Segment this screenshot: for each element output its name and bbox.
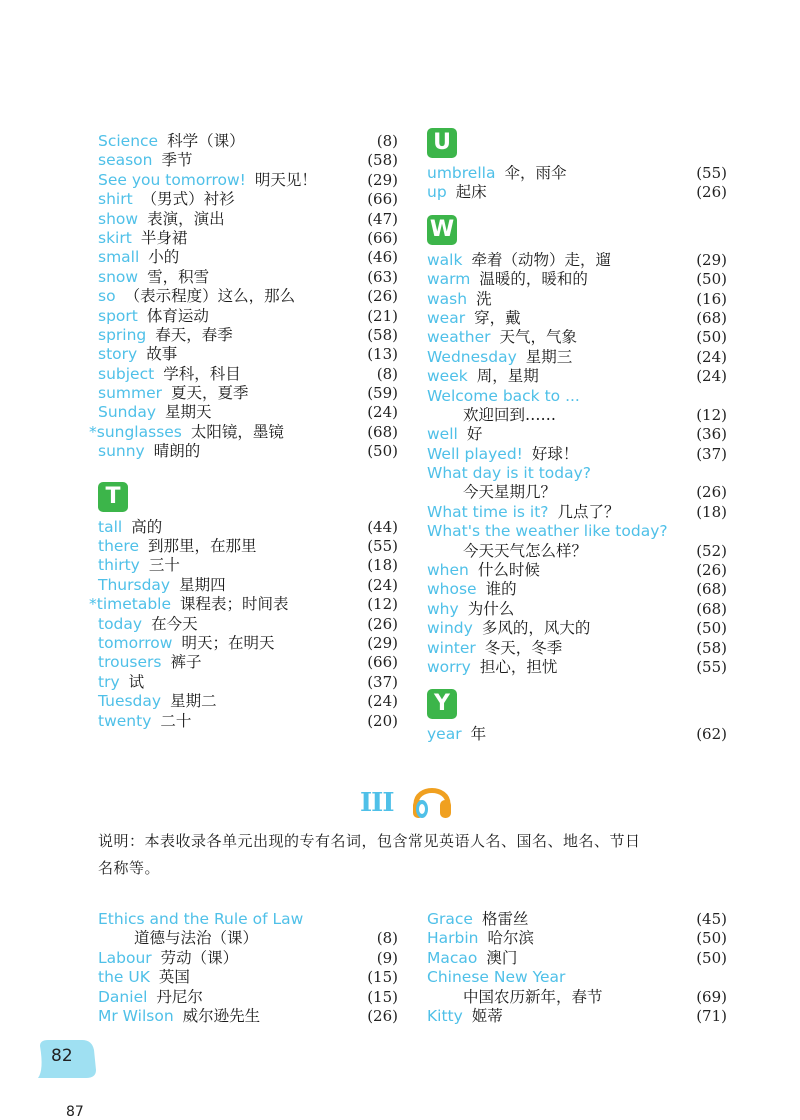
entry-row — [98, 384, 398, 403]
left-column — [89, 132, 398, 731]
entry-word: week — [427, 367, 468, 386]
proper-nouns-left — [98, 910, 398, 1026]
entry-word: Harbin — [427, 929, 479, 948]
entry-page-ref: (50) — [367, 442, 398, 461]
entry-row — [427, 183, 727, 202]
entry-row — [427, 968, 727, 987]
entry-meaning: 体育运动 — [146, 306, 209, 325]
entry-word: worry — [427, 657, 471, 676]
entry-page-ref: (26) — [696, 483, 727, 502]
entry-page-ref: (15) — [367, 968, 398, 987]
entry-meaning: 为什么 — [467, 599, 515, 618]
entry-word: why — [427, 599, 459, 618]
entry-word: well — [427, 425, 458, 444]
entry-word: spring — [98, 325, 147, 344]
entry-page-ref: (12) — [696, 405, 727, 424]
entry-word: Ethics and the Rule of Law — [98, 910, 304, 928]
entry-word: story — [98, 345, 138, 364]
entry-row — [98, 190, 398, 209]
entry-meaning: 表演，演出 — [147, 209, 225, 228]
entry-page-ref: (68) — [367, 422, 398, 441]
headphones-icon — [410, 776, 454, 828]
entry-word: winter — [427, 638, 476, 657]
entry-row — [98, 988, 398, 1007]
entry-word: *timetable — [89, 595, 172, 614]
entry-page-ref: (58) — [367, 151, 398, 170]
entry-word: the UK — [98, 968, 150, 987]
entry-meaning: 季节 — [161, 151, 193, 170]
entry-meaning: （表示程度）这么，那么 — [124, 287, 296, 306]
entry-row — [427, 1007, 727, 1026]
entry-meaning: 太阳镜，墨镜 — [190, 422, 284, 441]
entry-row — [98, 307, 398, 326]
entry-meaning: 欢迎回到…… — [463, 405, 557, 424]
entry-word: Mr Wilson — [98, 1006, 174, 1025]
entry-page-ref: (24) — [367, 403, 398, 422]
entry-page-ref: (50) — [696, 948, 727, 967]
entry-page-ref: (26) — [696, 561, 727, 580]
entry-row — [427, 503, 727, 522]
entry-row — [427, 251, 727, 270]
entry-row — [427, 164, 727, 183]
entry-page-ref: (8) — [376, 364, 398, 383]
entry-meaning: 起床 — [455, 183, 487, 202]
entry-row — [98, 615, 398, 634]
entry-meaning: 劳动（课） — [160, 948, 239, 967]
entry-page-ref: (26) — [367, 614, 398, 633]
entry-page-ref: (9) — [376, 948, 398, 967]
entry-meaning: 多风的，风大的 — [481, 619, 591, 638]
entry-page-ref: (36) — [696, 425, 727, 444]
right-column — [427, 128, 727, 745]
entry-word: Welcome back to ... — [427, 386, 580, 405]
entry-page-ref: (58) — [367, 325, 398, 344]
w-entries — [427, 251, 727, 678]
entry-row — [98, 229, 398, 248]
entry-row — [427, 425, 727, 444]
entry-word: What time is it? — [427, 502, 549, 521]
entry-meaning: 星期四 — [179, 575, 226, 594]
entry-row — [98, 151, 398, 170]
entry-row — [98, 132, 398, 151]
entry-row — [98, 326, 398, 345]
entry-page-ref: (18) — [696, 502, 727, 521]
entry-row — [98, 929, 398, 948]
entry-word: twenty — [98, 711, 152, 730]
entry-meaning: 学科，科目 — [163, 364, 241, 383]
entry-page-ref: (24) — [367, 692, 398, 711]
entry-page-ref: (24) — [696, 347, 727, 366]
entry-meaning: 夏天，夏季 — [171, 384, 249, 403]
entry-word: weather — [427, 328, 491, 347]
entry-word: Thursday — [98, 575, 171, 594]
entry-word: What's the weather like today? — [427, 522, 668, 541]
entry-row — [98, 537, 398, 556]
t-entries — [89, 517, 398, 731]
entry-word: What day is it today? — [427, 464, 592, 483]
entry-meaning: 到那里，在那里 — [148, 537, 257, 556]
entry-row — [427, 619, 727, 638]
entry-row — [89, 595, 398, 614]
entry-meaning: 半身裙 — [140, 228, 188, 247]
letter-badge-u: U — [427, 128, 457, 158]
entry-word: show — [98, 209, 139, 228]
entry-meaning: 今天天气怎么样？ — [463, 541, 588, 560]
entry-page-ref: (47) — [367, 209, 398, 228]
entry-meaning: 哈尔滨 — [487, 929, 535, 948]
entry-meaning: 雪，积雪 — [147, 267, 210, 286]
entry-row — [98, 634, 398, 653]
entry-word: small — [98, 248, 140, 267]
entry-word: there — [98, 537, 140, 556]
entry-page-ref: (29) — [696, 250, 727, 269]
entry-meaning: 周，星期 — [476, 367, 539, 386]
entry-meaning: 小的 — [148, 248, 180, 267]
entry-word: Daniel — [98, 987, 148, 1006]
entry-row — [427, 929, 727, 948]
entry-row — [427, 387, 727, 406]
entry-row — [427, 949, 727, 968]
entry-meaning: 谁的 — [485, 580, 517, 599]
entry-word: Kitty — [427, 1006, 463, 1025]
entry-row — [427, 290, 727, 309]
entry-meaning: 几点了？ — [557, 502, 620, 521]
entry-page-ref: (55) — [367, 537, 398, 556]
entry-row — [427, 639, 727, 658]
entry-word: See you tomorrow! — [98, 170, 246, 189]
entry-meaning: 年 — [470, 725, 487, 744]
u-entries — [427, 164, 727, 203]
proper-nouns-right — [427, 910, 727, 1026]
entry-row — [427, 988, 727, 1007]
entry-word: Wednesday — [427, 347, 517, 366]
entry-page-ref: (21) — [367, 306, 398, 325]
entry-word: Labour — [98, 948, 152, 967]
entry-word: umbrella — [427, 164, 496, 182]
entry-meaning: 中国农历新年，春节 — [463, 987, 603, 1006]
entry-word: snow — [98, 267, 139, 286]
entry-word: subject — [98, 364, 155, 383]
entry-page-ref: (46) — [367, 248, 398, 267]
entry-word: wear — [427, 308, 466, 327]
entry-page-ref: (12) — [367, 595, 398, 614]
entry-word: wash — [427, 289, 468, 308]
entry-row — [427, 406, 727, 425]
entry-word: trousers — [98, 653, 162, 672]
entry-row — [427, 367, 727, 386]
entry-row — [98, 268, 398, 287]
entry-meaning: 今天星期几？ — [463, 483, 557, 502]
entry-word: sport — [98, 306, 138, 325]
entry-page-ref: (68) — [696, 580, 727, 599]
entry-row — [98, 653, 398, 672]
letter-badge-w: W — [427, 215, 457, 245]
entry-meaning: 冬天，冬季 — [484, 638, 563, 657]
entry-page-ref: (37) — [696, 444, 727, 463]
entry-row — [98, 712, 398, 731]
entry-page-ref: (37) — [367, 672, 398, 691]
entry-word: Chinese New Year — [427, 968, 566, 987]
entry-page-ref: (50) — [696, 619, 727, 638]
entry-word: Tuesday — [98, 692, 162, 711]
page-number: 82 — [51, 1046, 73, 1066]
entry-word: walk — [427, 250, 463, 269]
entry-meaning: 明天见！ — [254, 170, 317, 189]
entry-page-ref: (63) — [367, 267, 398, 286]
entry-page-ref: (26) — [696, 183, 727, 202]
s-entries — [89, 132, 398, 462]
entry-row — [98, 692, 398, 711]
entry-word: Science — [98, 132, 159, 150]
entry-meaning: 温暖的，暖和的 — [479, 270, 588, 289]
entry-row — [98, 556, 398, 575]
entry-page-ref: (18) — [367, 556, 398, 575]
entry-meaning: 什么时候 — [477, 561, 540, 580]
entry-page-ref: (66) — [367, 653, 398, 672]
entry-meaning: 澳门 — [486, 948, 518, 967]
entry-meaning: 科学（课） — [167, 132, 245, 150]
entry-row — [427, 580, 727, 599]
entry-page-ref: (71) — [696, 1006, 727, 1025]
note-paragraph — [98, 828, 728, 882]
entry-meaning: 课程表；时间表 — [180, 595, 289, 614]
entry-word: whose — [427, 580, 477, 599]
entry-meaning: 裤子 — [170, 653, 202, 672]
entry-row — [427, 522, 727, 541]
entry-meaning: 担心，担忧 — [479, 657, 558, 676]
entry-row — [427, 658, 727, 677]
entry-word: thirty — [98, 556, 140, 575]
entry-meaning: 晴朗的 — [153, 442, 201, 461]
entry-word: shirt — [98, 190, 133, 209]
entry-meaning: 明天；在明天 — [181, 633, 275, 652]
entry-page-ref: (29) — [367, 170, 398, 189]
entry-row — [98, 171, 398, 190]
entry-row — [427, 910, 727, 929]
note-line-2: 名称等。 — [98, 859, 161, 877]
y-entries — [427, 725, 727, 744]
entry-row — [98, 968, 398, 987]
entry-page-ref: (59) — [367, 384, 398, 403]
entry-page-ref: (20) — [367, 711, 398, 730]
entry-row — [98, 442, 398, 461]
entry-row — [427, 542, 727, 561]
page-number-tab — [36, 1040, 98, 1078]
entry-meaning: 格雷丝 — [481, 910, 529, 928]
entry-row — [427, 725, 727, 744]
entry-page-ref: (15) — [367, 987, 398, 1006]
entry-meaning: 好球！ — [531, 444, 579, 463]
entry-page-ref: (58) — [696, 638, 727, 657]
entry-word: Well played! — [427, 444, 523, 463]
entry-row — [427, 600, 727, 619]
entry-word: try — [98, 672, 120, 691]
entry-row — [98, 1007, 398, 1026]
entry-row — [98, 287, 398, 306]
entry-row — [98, 403, 398, 422]
entry-row — [427, 328, 727, 347]
entry-meaning: 故事 — [146, 345, 178, 364]
entry-word: Grace — [427, 910, 473, 928]
entry-page-ref: (50) — [696, 328, 727, 347]
entry-meaning: 洗 — [476, 289, 492, 308]
entry-row — [98, 365, 398, 384]
entry-word: skirt — [98, 228, 132, 247]
entry-page-ref: (8) — [376, 929, 398, 948]
entry-row — [98, 910, 398, 929]
entry-row — [98, 673, 398, 692]
entry-row — [427, 561, 727, 580]
entry-row — [89, 422, 398, 442]
entry-row — [98, 949, 398, 968]
entry-page-ref: (50) — [696, 270, 727, 289]
entry-meaning: 穿，戴 — [474, 308, 521, 327]
entry-meaning: 春天，春季 — [155, 325, 233, 344]
entry-meaning: 伞，雨伞 — [504, 164, 567, 182]
entry-meaning: 好 — [466, 425, 483, 444]
entry-meaning: 三十 — [148, 556, 180, 575]
section-heading — [360, 776, 470, 828]
entry-meaning: 星期二 — [170, 692, 217, 711]
entry-word: tomorrow — [98, 633, 173, 652]
entry-meaning: 星期天 — [165, 403, 212, 422]
entry-row — [427, 445, 727, 464]
entry-row — [98, 518, 398, 537]
entry-page-ref: (66) — [367, 228, 398, 247]
entry-word: warm — [427, 270, 471, 289]
entry-word: *sunglasses — [89, 422, 182, 441]
entry-word: Macao — [427, 948, 478, 967]
entry-page-ref: (50) — [696, 929, 727, 948]
entry-row — [98, 576, 398, 595]
entry-meaning: 二十 — [160, 711, 192, 730]
entry-meaning: 道德与法治（课） — [134, 929, 259, 948]
entry-row — [427, 464, 727, 483]
entry-page-ref: (52) — [696, 541, 727, 560]
entry-meaning: 试 — [128, 672, 145, 691]
entry-meaning: 高的 — [131, 517, 163, 536]
entry-page-ref: (29) — [367, 633, 398, 652]
entry-meaning: 丹尼尔 — [156, 987, 203, 1006]
entry-page-ref: (24) — [367, 575, 398, 594]
entry-row — [427, 309, 727, 328]
entry-word: Sunday — [98, 403, 156, 422]
entry-page-ref: (45) — [696, 910, 727, 928]
entry-page-ref: (68) — [696, 599, 727, 618]
entry-page-ref: (66) — [367, 190, 398, 209]
entry-page-ref: (26) — [367, 1006, 398, 1025]
entry-word: summer — [98, 384, 163, 403]
entry-meaning: 牵着（动物）走，遛 — [471, 250, 611, 269]
entry-row — [98, 248, 398, 267]
entry-page-ref: (62) — [696, 725, 727, 744]
entry-word: tall — [98, 517, 123, 536]
entry-word: year — [427, 725, 462, 744]
entry-page-ref: (55) — [696, 657, 727, 676]
letter-badge-y: Y — [427, 689, 457, 719]
entry-word: when — [427, 561, 469, 580]
entry-page-ref: (26) — [367, 287, 398, 306]
entry-page-ref: (55) — [696, 164, 727, 182]
entry-page-ref: (8) — [376, 132, 398, 150]
entry-row — [98, 210, 398, 229]
entry-page-ref: (13) — [367, 345, 398, 364]
entry-word: sunny — [98, 442, 145, 461]
entry-meaning: 在今天 — [151, 614, 198, 633]
entry-row — [427, 483, 727, 502]
entry-page-ref: (16) — [696, 289, 727, 308]
entry-meaning: 英国 — [158, 968, 190, 987]
entry-word: windy — [427, 619, 473, 638]
entry-row — [427, 270, 727, 289]
entry-meaning: 威尔逊先生 — [182, 1006, 261, 1025]
entry-meaning: 天气，气象 — [499, 328, 578, 347]
entry-meaning: 星期三 — [525, 347, 573, 366]
entry-page-ref: (69) — [696, 987, 727, 1006]
entry-row — [98, 345, 398, 364]
letter-badge-t: T — [98, 482, 128, 512]
entry-page-ref: (24) — [696, 367, 727, 386]
note-line-1: 说明：本表收录各单元出现的专有名词，包含常见英语人名、国名、地名、节日 — [98, 832, 641, 850]
entry-page-ref: (44) — [367, 517, 398, 536]
entry-meaning: 姬蒂 — [471, 1006, 503, 1025]
entry-word: today — [98, 614, 143, 633]
entry-word: so — [98, 287, 116, 306]
bottom-page-mark: 87 — [66, 1104, 84, 1120]
entry-word: up — [427, 183, 447, 202]
entry-page-ref: (68) — [696, 308, 727, 327]
entry-row — [427, 348, 727, 367]
entry-meaning: （男式）衬衫 — [141, 190, 235, 209]
entry-word: season — [98, 151, 153, 170]
section-roman-numeral: III — [360, 788, 394, 818]
